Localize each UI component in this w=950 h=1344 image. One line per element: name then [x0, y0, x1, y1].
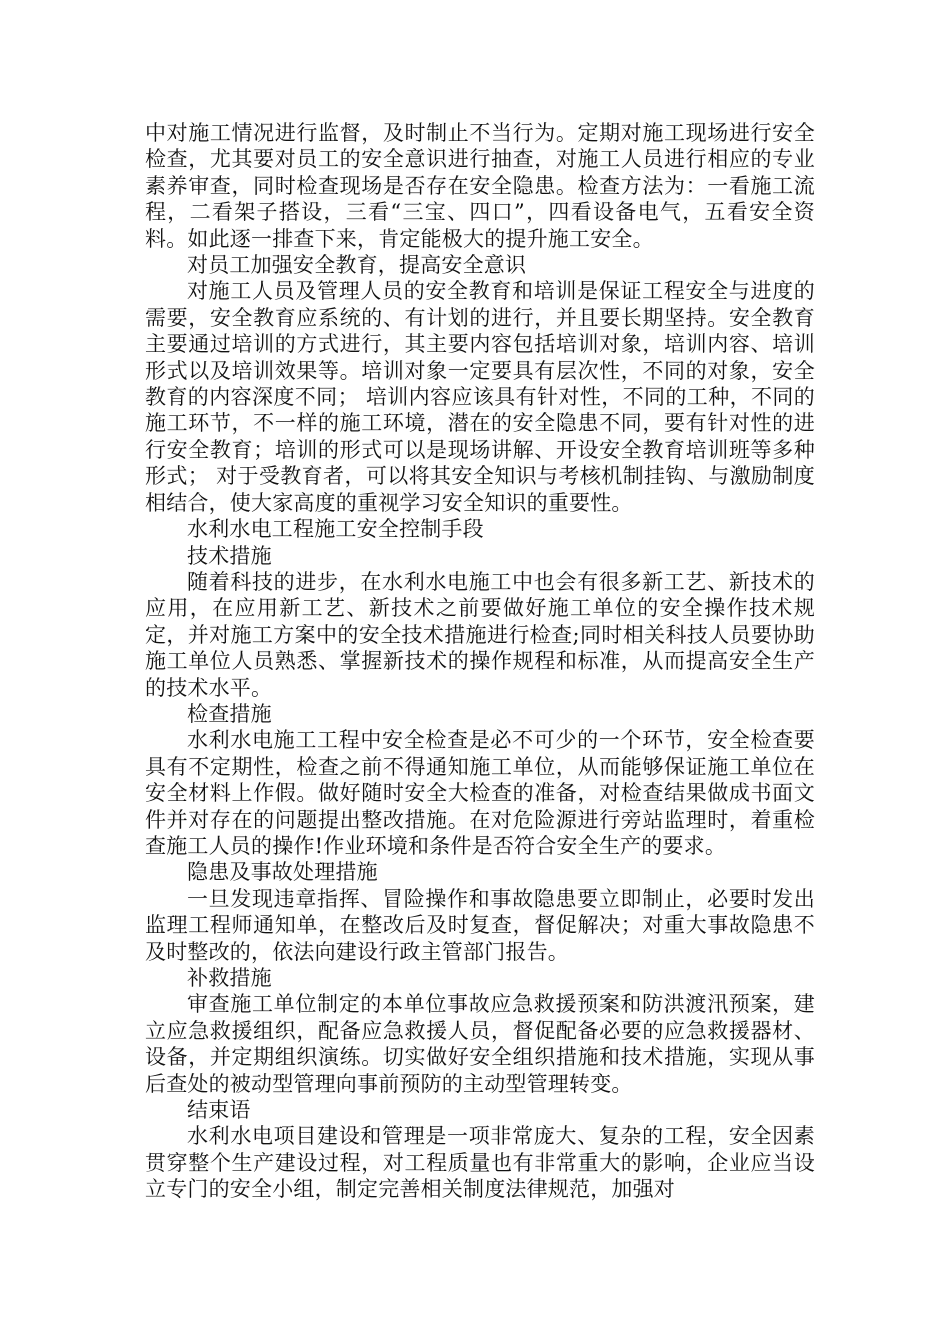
paragraph-inspection-measures: 水利水电施工工程中安全检查是必不可少的一个环节，安全检查要具有不定期性，检查之前不得通知施工单位，从而能够保证施工单位在安全材料上作假。做好随时安全大检查的准备，对检查结果做成书面文件并对存在的问题提出整改措施。在对危险源进行旁站监理时，着重检查施工人员的操作!作业环境和条件是否符合安全生产的要求。 — [145, 728, 815, 858]
heading-inspection-measures: 检查措施 — [187, 701, 272, 726]
paragraph-technical-measures: 随着科技的进步，在水利水电施工中也会有很多新工艺、新技术的应用，在应用新工艺、新技术之前要做好施工单位的安全操作技术规定，并对施工方案中的安全技术措施进行检查;同时相关科技人员要协助施工单位人员熟悉、掌握新技术的操作规程和标准，从而提高安全生产的技术水平。 — [145, 569, 815, 700]
heading-remedial-measures: 补救措施 — [187, 966, 272, 990]
paragraph-inspection-continued: 中对施工情况进行监督，及时制止不当行为。定期对施工现场进行安全检查，尤其要对员工的安全意识进行抽查，对施工人员进行相应的专业素养审查，同时检查现场是否存在安全隐患。检查方法为：一看施工流程，二看架子搭设，三看“三宝、四口”，四看设备电气，五看安全资料。如此逐一排查下来，肯定能极大的提升施工安全。 — [145, 121, 815, 251]
heading-hazard-handling: 隐患及事故处理措施 — [187, 860, 378, 885]
heading-technical-measures: 技术措施 — [187, 543, 272, 568]
document-body — [145, 120, 815, 1203]
paragraph-safety-education: 对施工人员及管理人员的安全教育和培训是保证工程安全与进度的需要，安全教育应系统的、有计划的进行，并且要长期坚持。安全教育主要通过培训的方式进行，其主要内容包括培训对象，培训内容、培训形式以及培训效果等。培训对象一定要具有层次性，不同的对象，安全教育的内容深度不同； 培训内容应该具有针对性，不同的工种，不同的施工环节，不一样的施工环境，潜在的安全隐患不同，要有针对性的进行安全教育；培训的形式可以是现场讲解、开设安全教育培训班等多种形式； 对于受教育者，可以将其安全知识与考核机制挂钩、与激励制度相结合，使大家高度的重视学习安全知识的重要性。 — [145, 279, 815, 515]
paragraph-conclusion: 水利水电项目建设和管理是一项非常庞大、复杂的工程，安全因素贯穿整个生产建设过程，对工程质量也有非常重大的影响，企业应当设立专门的安全小组，制定完善相关制度法律规范，加强对 — [145, 1124, 815, 1202]
heading-conclusion: 结束语 — [187, 1098, 251, 1123]
paragraph-remedial-measures: 审查施工单位制定的本单位事故应急救援预案和防洪渡汛预案，建立应急救援组织，配备应急救援人员，督促配备必要的应急救援器材、设备，并定期组织演练。切实做好安全组织措施和技术措施，实现从事后查处的被动型管理向事前预防的主动型管理转变。 — [145, 992, 815, 1096]
heading-safety-control-means: 水利水电工程施工安全控制手段 — [187, 517, 484, 542]
paragraph-hazard-handling: 一旦发现违章指挥、冒险操作和事故隐患要立即制止，必要时发出监理工程师通知单，在整改后及时复查，督促解决；对重大事故隐患不及时整改的，依法向建设行政主管部门报告。 — [145, 886, 815, 964]
heading-safety-education: 对员工加强安全教育，提高安全意识 — [187, 253, 527, 278]
